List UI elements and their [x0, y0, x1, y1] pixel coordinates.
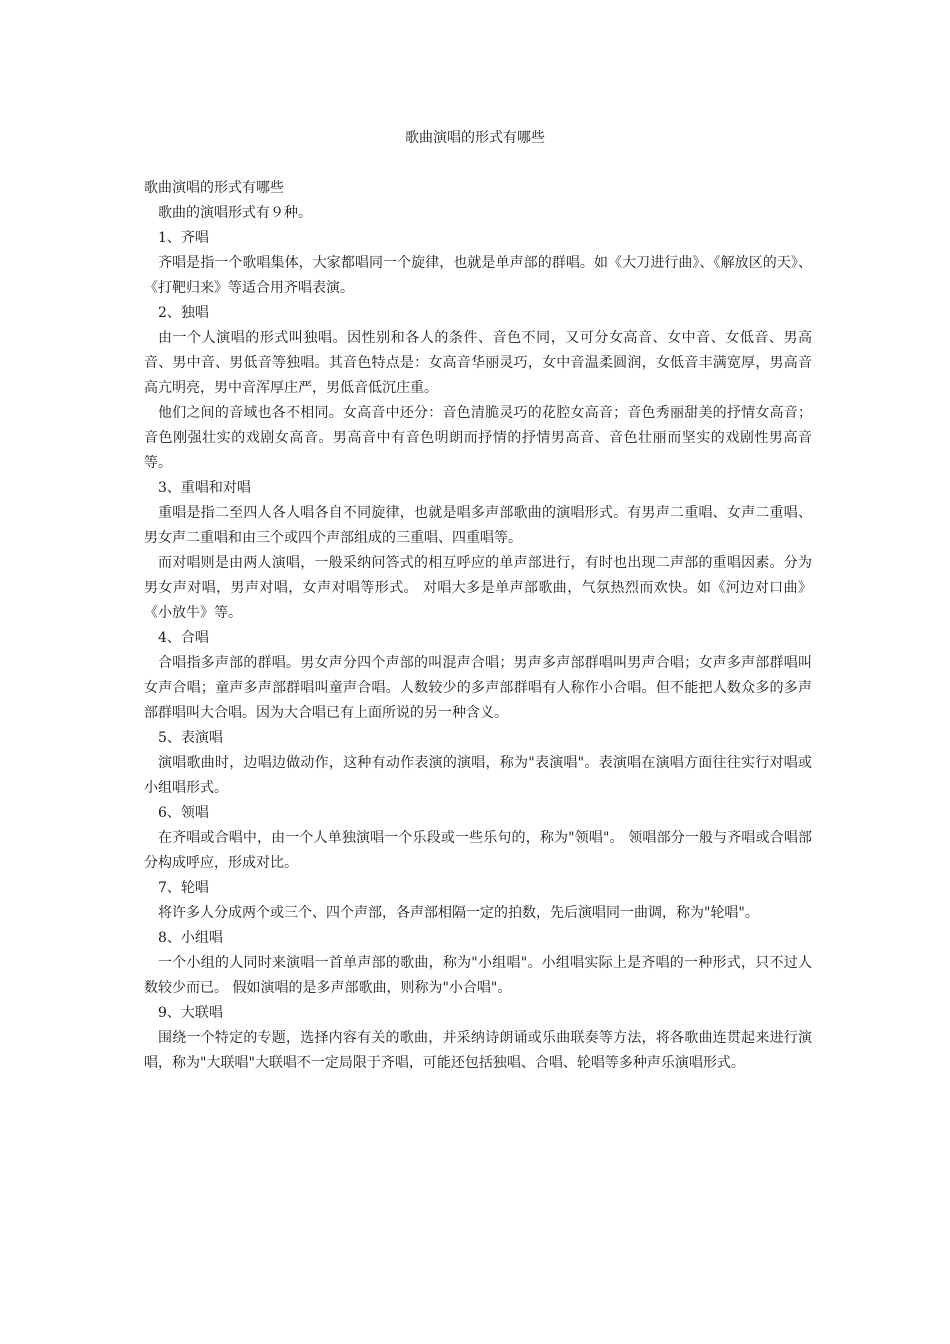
document-title: 歌曲演唱的形式有哪些 [405, 130, 545, 146]
section-heading: 8、小组唱 [158, 930, 223, 946]
section-paragraph: 齐唱是指一个歌唱集体，大家都唱同一个旋律，也就是单声部的群唱。如《大刀进行曲》、《解放区的天》、《打靶归来》等适合用齐唱表演。 [144, 255, 812, 296]
section-paragraph: 合唱指多声部的群唱。男女声分四个声部的叫混声合唱；男声多声部群唱叫男声合唱；女声多声部群唱叫女声合唱；童声多声部群唱叫童声合唱。人数较少的多声部群唱有人称作小合唱。但不能把人数众多的多声部群唱叫大合唱。因为大合唱已有上面所说的另一种含义。 [144, 655, 812, 721]
section-heading: 4、合唱 [158, 630, 209, 646]
document-body [144, 176, 812, 1076]
section-heading: 5、表演唱 [158, 730, 223, 746]
section-paragraph: 在齐唱或合唱中，由一个人单独演唱一个乐段或一些乐句的，称为"领唱"。 领唱部分一般与齐唱或合唱部分构成呼应，形成对比。 [144, 830, 812, 871]
section-heading: 1、齐唱 [158, 230, 209, 246]
section-paragraph: 而对唱则是由两人演唱，一般采纳问答式的相互呼应的单声部进行，有时也出现二声部的重唱因素。分为男女声对唱，男声对唱，女声对唱等形式。 对唱大多是单声部歌曲，气氛热烈而欢快。如《河边对口曲》《小放牛》等。 [144, 555, 812, 621]
section-paragraph: 由一个人演唱的形式叫独唱。因性别和各人的条件、音色不同，又可分女高音、女中音、女低音、男高音、男中音、男低音等独唱。其音色特点是：女高音华丽灵巧，女中音温柔圆润，女低音丰满宽厚，男高音高亢明亮，男中音浑厚庄严，男低音低沉庄重。 [144, 330, 812, 396]
article-heading: 歌曲演唱的形式有哪些 [144, 180, 284, 196]
section-paragraph: 演唱歌曲时，边唱边做动作，这种有动作表演的演唱，称为"表演唱"。表演唱在演唱方面往往实行对唱或小组唱形式。 [144, 755, 812, 796]
section-heading: 9、大联唱 [158, 1005, 223, 1021]
section-paragraph: 将许多人分成两个或三个、四个声部，各声部相隔一定的拍数，先后演唱同一曲调，称为"轮唱"。 [158, 905, 759, 921]
section-paragraph: 围绕一个特定的专题，选择内容有关的歌曲，并采纳诗朗诵或乐曲联奏等方法，将各歌曲连贯起来进行演唱，称为"大联唱"大联唱不一定局限于齐唱，可能还包括独唱、合唱、轮唱等多种声乐演唱形式。 [144, 1030, 812, 1071]
section-heading: 3、重唱和对唱 [158, 480, 251, 496]
intro-paragraph: 歌曲的演唱形式有９种。 [158, 205, 312, 221]
section-paragraph: 一个小组的人同时来演唱一首单声部的歌曲，称为"小组唱"。小组唱实际上是齐唱的一种形式，只不过人数较少而已。 假如演唱的是多声部歌曲，则称为"小合唱"。 [144, 955, 812, 996]
section-paragraph: 重唱是指二至四人各人唱各自不同旋律，也就是唱多声部歌曲的演唱形式。有男声二重唱、女声二重唱、男女声二重唱和由三个或四个声部组成的三重唱、四重唱等。 [144, 505, 812, 546]
section-heading: 7、轮唱 [158, 880, 209, 896]
section-heading: 2、独唱 [158, 305, 209, 321]
section-paragraph: 他们之间的音域也各不相同。女高音中还分：音色清脆灵巧的花腔女高音；音色秀丽甜美的抒情女高音；音色刚强壮实的戏剧女高音。男高音中有音色明朗而抒情的抒情男高音、音色壮丽而坚实的戏剧性男高音等。 [144, 405, 812, 471]
section-heading: 6、领唱 [158, 805, 209, 821]
